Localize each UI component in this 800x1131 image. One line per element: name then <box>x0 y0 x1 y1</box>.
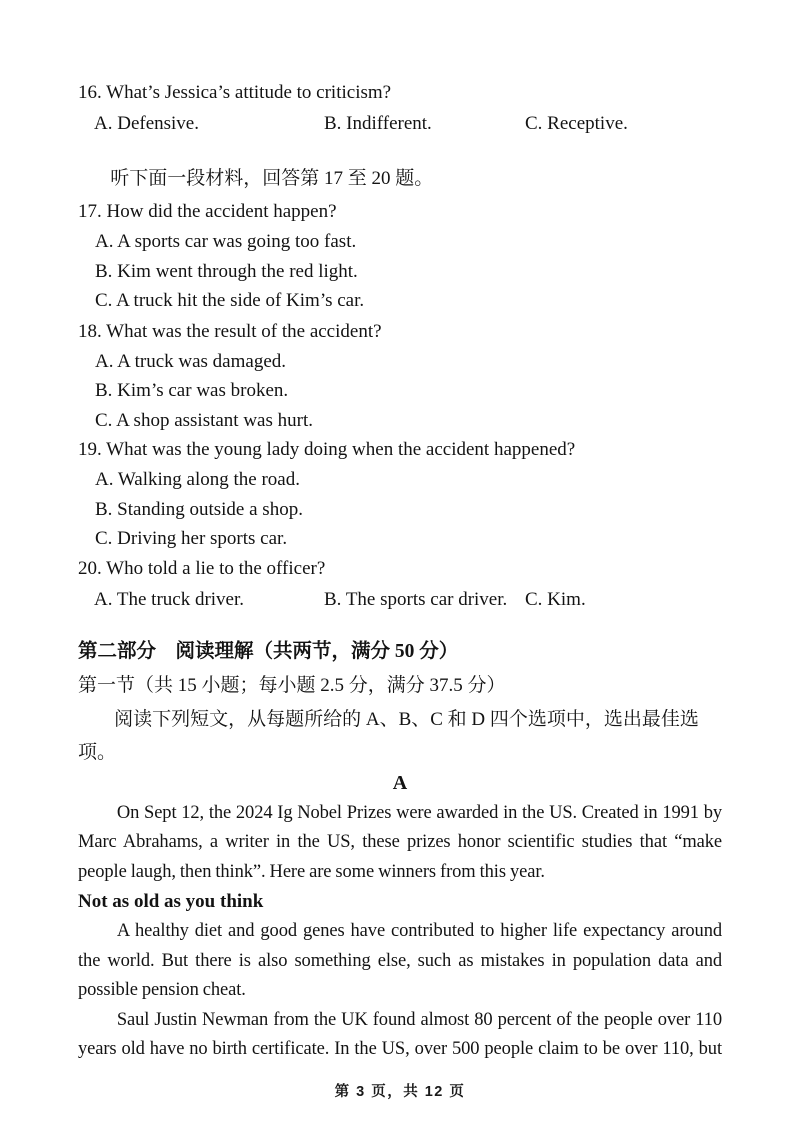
passage-subheading: Not as old as you think <box>78 891 264 912</box>
question-16-option-a: A. Defensive. <box>94 113 199 134</box>
question-16-option-c: C. Receptive. <box>525 113 628 134</box>
question-17-option-c: C. A truck hit the side of Kim’s car. <box>95 290 365 311</box>
part2-title: 第二部分 阅读理解（共两节，满分 50 分） <box>78 640 459 662</box>
listening-instruction: 听下面一段材料，回答第 17 至 20 题。 <box>110 168 434 189</box>
passage-paragraph-2: A healthy diet and good genes have contributed to higher life expectancy around the world. But there is also something else, such as mistakes in population data and possible pension cheat. <box>78 921 722 1000</box>
question-17: 17. How did the accident happen? <box>78 201 337 222</box>
passage-paragraph-1: On Sept 12, the 2024 Ig Nobel Prizes were awarded in the US. Created in 1991 by Marc Abrahams, a writer in the US, these prizes honor scientific studies that “make people laugh, then think”. Here are some winners from this year. <box>78 802 722 882</box>
question-16-options <box>78 109 722 139</box>
passage-label: A <box>392 771 408 794</box>
question-20-options <box>78 585 722 615</box>
question-16-option-b: B. Indifferent. <box>324 113 432 134</box>
question-18-option-c: C. A shop assistant was hurt. <box>95 409 313 431</box>
question-18-option-a: A. A truck was damaged. <box>95 350 287 372</box>
question-20-option-c: C. Kim. <box>525 588 586 610</box>
question-18: 18. What was the result of the accident? <box>78 320 382 342</box>
question-19-option-a: A. Walking along the road. <box>95 469 300 490</box>
page-content <box>78 0 722 1065</box>
question-19-option-b: B. Standing outside a shop. <box>95 498 303 520</box>
question-17-option-a: A. A sports car was going too fast. <box>95 231 357 252</box>
question-20-option-a: A. The truck driver. <box>94 588 245 610</box>
reading-instruction: 阅读下列短文，从每题所给的 A、B、C 和 D 四个选项中，选出最佳选项。 <box>78 708 699 763</box>
page-footer: 第 3 页，共 12 页 <box>334 1084 466 1100</box>
section1-title: 第一节（共 15 小题；每小题 2.5 分，满分 37.5 分） <box>78 674 506 696</box>
question-17-option-b: B. Kim went through the red light. <box>95 260 358 282</box>
question-19: 19. What was the young lady doing when the accident happened? <box>78 439 576 460</box>
question-18-options <box>78 347 722 436</box>
question-20: 20. Who told a lie to the officer? <box>78 557 326 579</box>
question-18-option-b: B. Kim’s car was broken. <box>95 380 289 401</box>
question-19-option-c: C. Driving her sports car. <box>95 528 288 549</box>
question-19-options <box>78 465 722 554</box>
question-16: 16. What’s Jessica’s attitude to criticism? <box>78 82 392 103</box>
passage-paragraph-3: Saul Justin Newman from the UK found almost 80 percent of the people over 110 years old have no birth certificate. In the US, over 500 people claim to be over 110, but <box>78 1009 722 1059</box>
question-17-options <box>78 227 722 316</box>
question-20-option-b: B. The sports car driver. <box>324 588 508 610</box>
